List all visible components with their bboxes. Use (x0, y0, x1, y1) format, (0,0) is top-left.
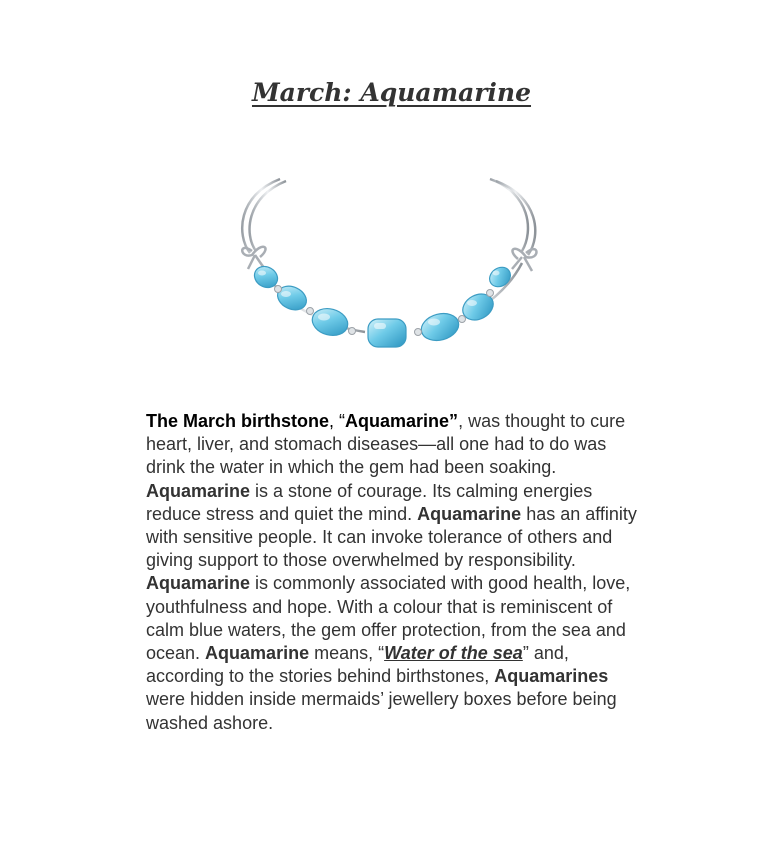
text-segment: is a stone of courage. Its calming energies reduce stress and quiet the mind. (146, 480, 593, 524)
comma-underlined: , (329, 411, 335, 431)
open-quote: “ (334, 411, 346, 431)
gem-name: Aquamarine (146, 573, 251, 594)
gem-name: Aquamarine (146, 480, 251, 501)
text-segment: , was thought to cure heart, liver, and stomach diseases—all one had to do was drink the water in which the gem had been soaking. (146, 411, 626, 478)
intro-phrase: The March birthstone (146, 411, 330, 431)
page-title: March: Aquamarine (251, 78, 532, 107)
necklace-bows (242, 247, 536, 271)
text-segment: were hidden inside mermaids’ jewellery boxes before being washed ashore. (146, 689, 617, 733)
gem-name-quoted: Aquamarine” (345, 411, 459, 431)
water-of-the-sea-phrase: Water of the sea (384, 643, 523, 664)
text-segment: is commonly associated with good health, love, youthfulness and hope. With a colour that is reminiscent of calm blue waters, the gem offer protection, from the sea and ocean. (146, 573, 631, 664)
text-segment: has an affinity with sensitive people. It can invoke tolerance of others and giving support to those overwhelmed by responsibility. (146, 503, 637, 571)
gem-name-plural: Aquamarines (494, 666, 609, 687)
birthstone-description (146, 410, 641, 735)
gem-name: Aquamarine (205, 643, 310, 664)
text-segment: means, “ (309, 643, 385, 664)
gem-name: Aquamarine (417, 503, 522, 524)
aquamarine-necklace-image (200, 165, 583, 380)
text-segment: ” and, according to the stories behind birthstones, (146, 643, 569, 687)
